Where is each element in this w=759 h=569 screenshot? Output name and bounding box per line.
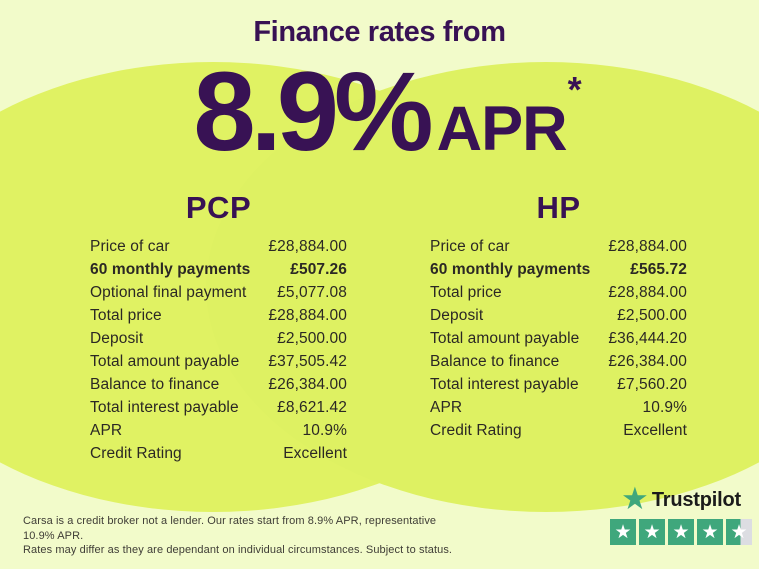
table-row xyxy=(430,284,687,307)
row-label: Total amount payable xyxy=(430,330,580,347)
row-value: £26,384.00 xyxy=(268,376,347,393)
row-value: £28,884.00 xyxy=(608,284,687,301)
row-value: £7,560.20 xyxy=(617,376,687,393)
trustpilot-widget xyxy=(610,480,752,545)
rate-value: 8.9% xyxy=(193,49,429,174)
pcp-rows xyxy=(90,238,347,468)
row-value: £5,077.08 xyxy=(277,284,347,301)
row-value: £26,384.00 xyxy=(608,353,687,370)
row-value: £28,884.00 xyxy=(268,307,347,324)
row-label: Deposit xyxy=(90,330,144,347)
row-label: Total price xyxy=(430,284,502,301)
row-value: £507.26 xyxy=(290,261,347,278)
row-label: 60 monthly payments xyxy=(90,261,251,278)
hp-panel xyxy=(430,190,687,445)
table-row xyxy=(430,376,687,399)
table-row xyxy=(90,399,347,422)
table-row xyxy=(90,261,347,284)
hp-panel-title: HP xyxy=(536,190,581,225)
trustpilot-brand: Trustpilot xyxy=(651,488,741,511)
star-full-icon: ★ xyxy=(610,519,636,545)
table-row xyxy=(430,307,687,330)
row-label: Total interest payable xyxy=(430,376,579,393)
table-row xyxy=(90,445,347,468)
table-row xyxy=(430,330,687,353)
table-row xyxy=(430,353,687,376)
star-full-icon: ★ xyxy=(639,519,665,545)
row-label: Price of car xyxy=(430,238,510,255)
row-value: £565.72 xyxy=(630,261,687,278)
trustpilot-brand-row xyxy=(610,480,752,516)
table-row xyxy=(90,307,347,330)
pcp-panel-title: PCP xyxy=(185,190,252,225)
star-full-icon: ★ xyxy=(668,519,694,545)
trustpilot-rating-stars xyxy=(610,519,752,545)
row-label: APR xyxy=(430,399,463,416)
table-row xyxy=(90,238,347,261)
row-label: Price of car xyxy=(90,238,170,255)
disclaimer-line-1: Carsa is a credit broker not a lender. Our rates start from 8.9% APR, representative 10.9% APR. xyxy=(23,515,437,542)
row-label: Total amount payable xyxy=(90,353,240,370)
table-row xyxy=(430,399,687,422)
row-value: £2,500.00 xyxy=(617,307,687,324)
row-value: Excellent xyxy=(283,445,347,462)
table-row xyxy=(90,422,347,445)
row-label: Balance to finance xyxy=(90,376,220,393)
row-value: £37,505.42 xyxy=(268,353,347,370)
star-half-icon: ★ xyxy=(726,519,752,545)
table-row xyxy=(430,261,687,284)
table-row xyxy=(90,376,347,399)
rate-asterisk: * xyxy=(567,69,582,110)
row-value: £8,621.42 xyxy=(277,399,347,416)
row-value: £28,884.00 xyxy=(608,238,687,255)
table-row xyxy=(90,330,347,353)
table-row xyxy=(430,422,687,445)
table-row xyxy=(430,238,687,261)
row-value: £2,500.00 xyxy=(277,330,347,347)
disclaimer xyxy=(23,514,453,558)
row-label: 60 monthly payments xyxy=(430,261,591,278)
row-value: 10.9% xyxy=(302,422,347,439)
pcp-panel xyxy=(90,190,347,468)
row-label: Optional final payment xyxy=(90,284,247,301)
trustpilot-star-icon: ★ xyxy=(621,480,649,516)
headline: Finance rates from xyxy=(253,16,506,48)
row-label: Total price xyxy=(90,307,162,324)
rate-apr-label: APR xyxy=(436,94,567,164)
row-label: Total interest payable xyxy=(90,399,239,416)
row-label: Credit Rating xyxy=(90,445,182,462)
star-full-icon: ★ xyxy=(697,519,723,545)
hp-rows xyxy=(430,238,687,445)
row-value: 10.9% xyxy=(642,399,687,416)
row-value: Excellent xyxy=(623,422,687,439)
row-value: £36,444.20 xyxy=(608,330,687,347)
table-row xyxy=(90,353,347,376)
rate-line xyxy=(8,49,759,174)
row-label: APR xyxy=(90,422,123,439)
table-row xyxy=(90,284,347,307)
row-value: £28,884.00 xyxy=(268,238,347,255)
row-label: Balance to finance xyxy=(430,353,560,370)
disclaimer-line-2: Rates may differ as they are dependant on individual circumstances. Subject to status. xyxy=(23,544,453,556)
row-label: Deposit xyxy=(430,307,484,324)
row-label: Credit Rating xyxy=(430,422,522,439)
